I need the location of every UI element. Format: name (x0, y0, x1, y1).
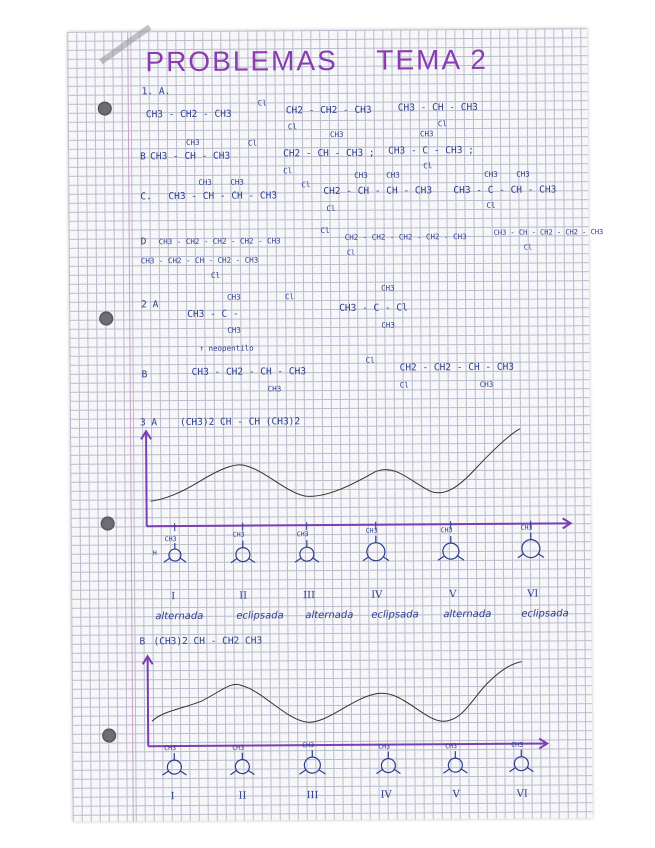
p2-a-cl: Cl (285, 292, 295, 302)
p2-b-ch3: CH3 (267, 384, 282, 394)
p2-b-product: CH2 - CH2 - CH - CH3 (399, 361, 515, 374)
p1-c-cl: Cl (301, 180, 311, 190)
diagram-a-axes (141, 428, 571, 531)
conformation-2: eclipsada (236, 610, 284, 622)
p3-a-label: 3 A (139, 417, 158, 429)
p3-b-formula: (CH3)2 CH - CH2 CH3 (153, 635, 263, 648)
conformation-4: eclipsada (371, 609, 419, 621)
p1-c-prod2-ch3b: CH3 (516, 169, 530, 179)
p1-b-reactant: CH3 - CH - CH3 (150, 150, 231, 163)
p2-a-prod-ch3-top: CH3 (381, 283, 395, 293)
p1-b-prod1: CH2 - CH - CH3 ; (283, 147, 375, 160)
p1-c-prod1: CH2 - CH - CH - CH3 (323, 185, 433, 198)
newman-projections-b (162, 749, 533, 776)
roman-b-1: I (170, 791, 175, 803)
conformation-5: alternada (443, 608, 492, 621)
p1-b-prod2: CH3 - C - CH3 ; (388, 144, 474, 157)
p1-b-prod1-ch3: CH3 (329, 129, 344, 139)
nm-b6-ch3: CH3 (511, 740, 524, 749)
p1-d-prod2-cl: Cl (523, 243, 533, 252)
p1-b-prod1-cl: Cl (283, 166, 293, 176)
p1-a-reactant: CH3 - CH2 - CH3 (145, 108, 232, 121)
p1-c-ch3-b: CH3 (230, 177, 244, 187)
p2-b-prod-ch3: CH3 (479, 379, 494, 389)
p2-a-ch3-top: CH3 (227, 292, 241, 302)
p1-d-prod1-cl: Cl (346, 248, 356, 257)
p1-a-prod2: CH3 - CH - CH3 (397, 101, 478, 114)
p1-d-prod3-cl: Cl (210, 270, 221, 280)
roman-a-6: VI (527, 588, 539, 600)
p1-c-prod2-cl: Cl (486, 200, 496, 210)
energy-diagrams (67, 28, 593, 822)
p1-d-label: D (140, 236, 147, 248)
p1-a-prod1-cl: Cl (287, 122, 297, 132)
p1-c-label: C. (140, 191, 152, 203)
p1-b-ch3: CH3 (185, 137, 200, 147)
p3-a-formula: (CH3)2 CH - CH (CH3)2 (179, 416, 301, 429)
p2-b-label: B (141, 369, 148, 381)
roman-b-3: III (306, 790, 319, 802)
conformation-6: eclipsada (521, 608, 569, 620)
conformation-1: alternada (155, 610, 204, 623)
p1-a-label: 1. A. (141, 86, 171, 98)
p2-b-reactant: CH3 - CH2 - CH - CH3 (191, 366, 307, 378)
roman-a-5: V (449, 589, 457, 601)
diagram-b-axes (143, 653, 548, 751)
p2-a-product: CH3 - C - Cl (339, 302, 408, 314)
roman-b-6: VI (516, 788, 528, 800)
nm-b3-ch3: CH3 (302, 741, 315, 750)
p1-d-cl: Cl (320, 225, 330, 236)
p1-a-prod2-cl: Cl (437, 119, 447, 129)
p1-c-reactant: CH3 - CH - CH - CH3 (168, 190, 278, 203)
p1-d-reactant: CH3 - CH2 - CH2 - CH2 - CH3 (158, 236, 281, 247)
roman-b-4: IV (380, 789, 392, 801)
nm-b1-ch3: CH3 (164, 744, 177, 753)
page-title: PROBLEMAS TEMA 2 (145, 43, 489, 78)
p2-a-ch3-bottom: CH3 (227, 325, 241, 335)
diagram-a-energy-curve (150, 429, 520, 502)
diagram-b-energy-curve (152, 662, 522, 724)
p1-c-prod1-cl: Cl (326, 203, 336, 214)
conformation-3: alternada (305, 609, 354, 622)
nm-a3-ch3: CH3 (296, 530, 309, 539)
nm-a2-ch3: CH3 (232, 530, 245, 539)
p2-b-prod-cl: Cl (399, 380, 409, 390)
p1-b-label: B (140, 151, 146, 163)
p1-b-prod2-cl: Cl (423, 161, 433, 171)
nm-b5-ch3: CH3 (445, 742, 458, 751)
roman-a-1: I (171, 591, 176, 603)
nm-b4-ch3: CH3 (378, 742, 391, 751)
p3-b-label: B (139, 636, 146, 648)
nm-a4-ch3: CH3 (365, 526, 378, 535)
p2-a-label: 2 A (141, 299, 159, 311)
p2-a-prod-ch3-bottom: CH3 (381, 320, 395, 330)
roman-a-4: IV (371, 589, 383, 601)
p1-d-prod1: CH2 - CH2 - CH2 - CH2 - CH3 (344, 232, 467, 242)
roman-b-2: II (238, 790, 247, 802)
p1-b-prod2-ch3: CH3 (419, 129, 434, 139)
roman-a-2: II (239, 590, 248, 602)
p1-d-prod2: CH3 - CH - CH2 - CH2 - CH3 (493, 228, 604, 237)
nm-a5-ch3: CH3 (440, 526, 453, 535)
notebook-page (67, 28, 604, 822)
p1-d-prod3: CH3 - CH2 - CH - CH2 - CH3 (140, 255, 259, 266)
p2-a-reactant: CH3 - C - (187, 308, 239, 320)
nm-a1-ch3: CH3 (164, 535, 177, 544)
p1-c-prod2-ch3a: CH3 (484, 169, 498, 179)
p2-b-cl: Cl (365, 355, 375, 365)
p1-c-prod1-ch3a: CH3 (354, 170, 368, 180)
p1-a-cl: Cl (257, 98, 267, 108)
p1-b-cl: Cl (247, 138, 258, 148)
p1-c-ch3-a: CH3 (198, 177, 212, 187)
roman-b-5: V (452, 789, 460, 801)
p1-c-prod2: CH3 - C - CH - CH3 (453, 184, 557, 197)
nm-a6-ch3: CH3 (520, 523, 533, 532)
p1-a-prod1: CH2 - CH2 - CH3 (285, 104, 372, 117)
nm-b2-ch3: CH3 (232, 743, 245, 752)
nm-a1-h: H (152, 549, 157, 558)
p2-note: ↑ neopentilo (199, 343, 254, 353)
roman-a-3: III (303, 590, 316, 602)
p1-c-prod1-ch3b: CH3 (386, 170, 400, 180)
